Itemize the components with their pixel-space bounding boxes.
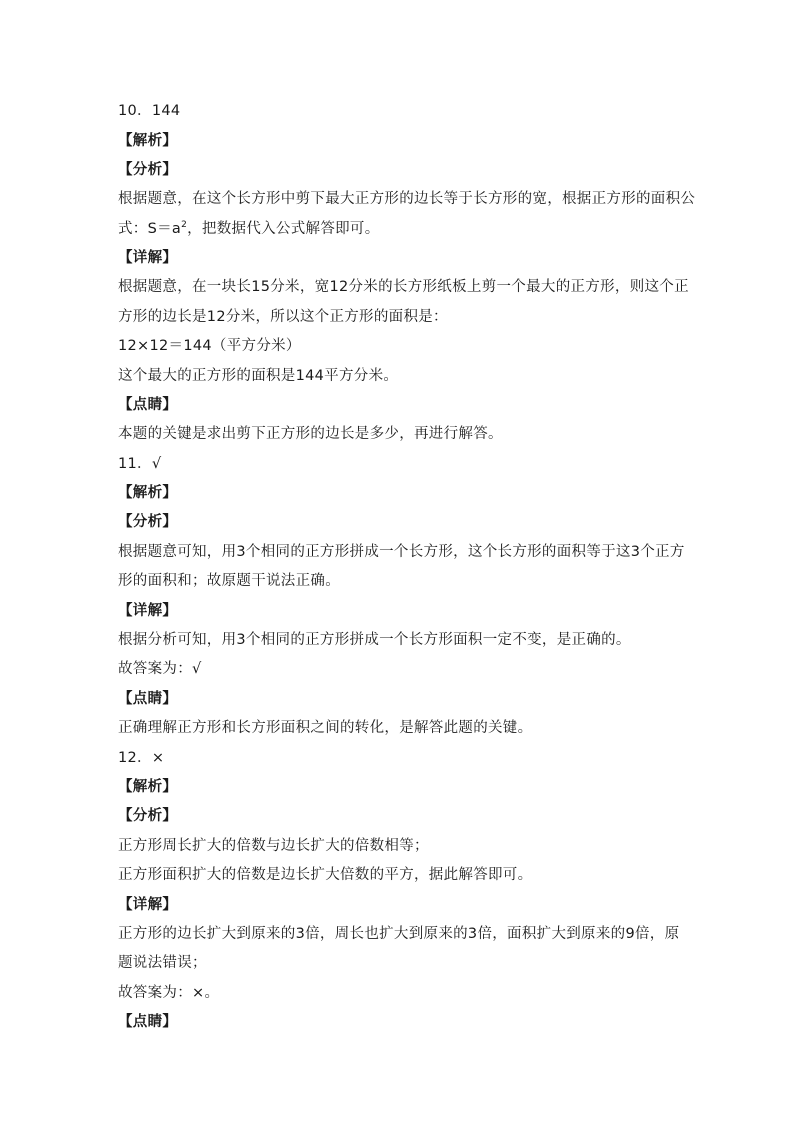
q12-tag-xiangjie: 【详解】 [118, 897, 178, 913]
q11-detail-line-1: 根据分析可知，用3个相同的正方形拼成一个长方形面积一定不变，是正确的。 [118, 632, 631, 648]
q12-analysis-line-2: 正方形面积扩大的倍数是边长扩大倍数的平方，据此解答即可。 [118, 867, 533, 883]
q12-analysis-line-1: 正方形周长扩大的倍数与边长扩大的倍数相等； [118, 838, 429, 854]
q11-tag-xiangjie: 【详解】 [118, 603, 178, 619]
q10-detail-line-4: 这个最大的正方形的面积是144平方分米。 [118, 368, 399, 384]
q10-tag-fenxi: 【分析】 [118, 162, 178, 178]
q11-tag-fenxi: 【分析】 [118, 514, 178, 530]
q11-answer: 故答案为：√ [118, 661, 202, 677]
q11-tag-dianjing: 【点睛】 [118, 691, 178, 707]
q12-answer: 故答案为：×。 [118, 985, 220, 1001]
q11-comment: 正确理解正方形和长方形面积之间的转化，是解答此题的关键。 [118, 720, 533, 736]
q10-detail-line-1: 根据题意，在一块长15分米，宽12分米的长方形纸板上剪一个最大的正方形，则这个正 [118, 279, 689, 295]
q10-tag-dianjing: 【点睛】 [118, 397, 178, 413]
q11-number: 11．√ [118, 456, 162, 472]
q10-analysis-line-2 [118, 219, 690, 239]
q10-formula: 式：S＝a [118, 221, 182, 237]
q10-analysis-line-1: 根据题意，在这个长方形中剪下最大正方形的边长等于长方形的宽，根据正方形的面积公 [118, 191, 696, 207]
q12-tag-jiexi: 【解析】 [118, 779, 178, 795]
q10-number: 10．144 [118, 103, 181, 119]
q10-tag-xiangjie: 【详解】 [118, 250, 178, 266]
q10-formula-exponent: 2 [181, 220, 188, 231]
q12-tag-fenxi: 【分析】 [118, 808, 178, 824]
q12-tag-dianjing: 【点睛】 [118, 1014, 178, 1030]
q10-comment: 本题的关键是求出剪下正方形的边长是多少，再进行解答。 [118, 426, 503, 442]
q11-analysis-line-2: 形的面积和；故原题干说法正确。 [118, 573, 340, 589]
q11-tag-jiexi: 【解析】 [118, 485, 178, 501]
q10-detail-line-2: 方形的边长是12分米，所以这个正方形的面积是： [118, 309, 448, 325]
q10-calculation: 12×12＝144（平方分米） [118, 338, 301, 354]
q12-detail-line-2: 题说法错误； [118, 955, 207, 971]
q12-number: 12．× [118, 750, 165, 766]
q10-tag-jiexi: 【解析】 [118, 133, 178, 149]
q11-analysis-line-1: 根据题意可知，用3个相同的正方形拼成一个长方形，这个长方形的面积等于这3个正方 [118, 544, 685, 560]
q12-detail-line-1: 正方形的边长扩大到原来的3倍，周长也扩大到原来的3倍，面积扩大到原来的9倍，原 [118, 926, 680, 942]
q10-formula-tail: ，把数据代入公式解答即可。 [187, 221, 380, 237]
